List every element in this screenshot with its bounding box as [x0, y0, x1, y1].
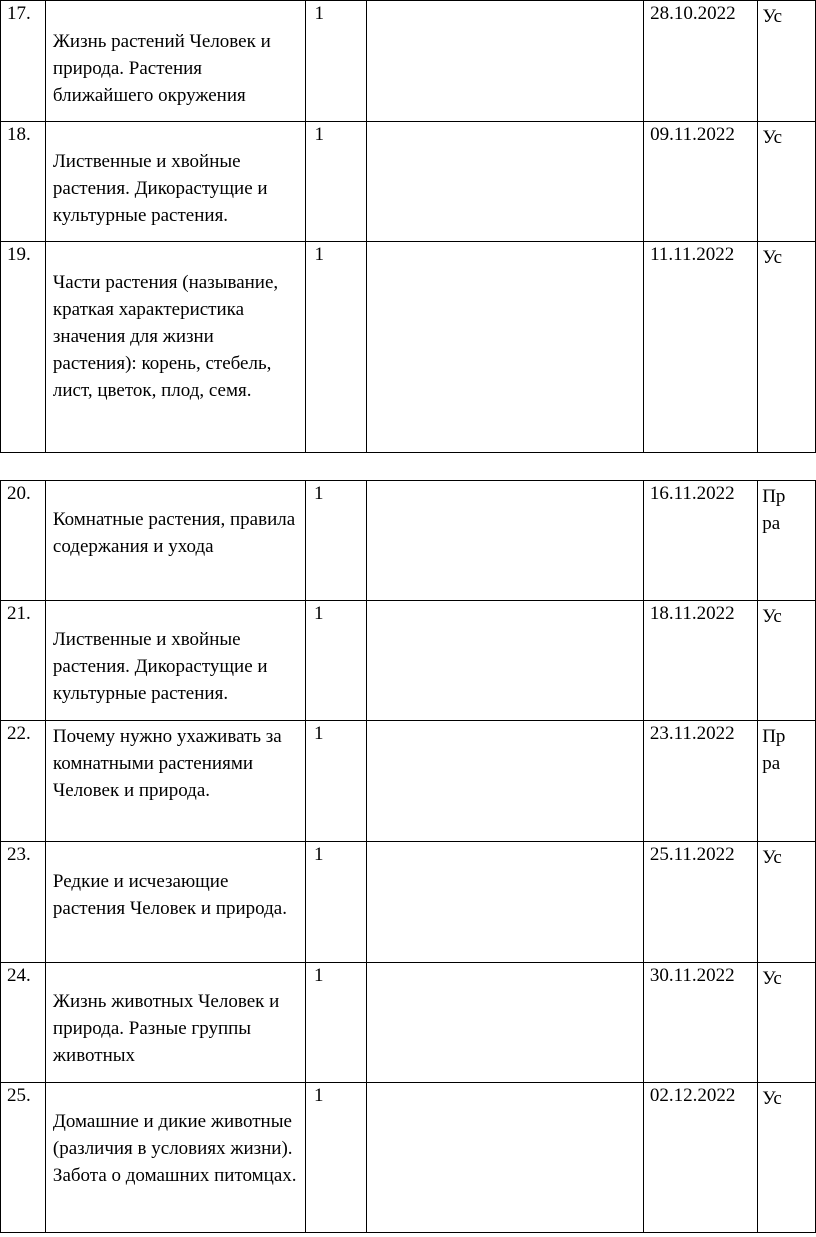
row-number-cell: [1, 242, 46, 453]
lesson-date: 16.11.2022: [649, 483, 735, 504]
topic-cell: [45, 481, 305, 601]
lesson-hours: 1: [314, 723, 324, 744]
lesson-date: 30.11.2022: [649, 965, 735, 986]
lesson-topic: Жизнь растений Человек и природа. Растения ближайшего окружения: [52, 31, 271, 106]
lesson-hours: 1: [314, 965, 324, 986]
lesson-hours: 1: [314, 483, 324, 504]
lesson-type-cell: [758, 721, 816, 842]
row-number: 20.: [7, 483, 31, 504]
empty-cell: [366, 601, 643, 721]
date-cell: [643, 601, 757, 721]
hours-cell: [306, 601, 367, 721]
lesson-type-cell: [758, 601, 816, 721]
date-cell: [643, 721, 757, 842]
lesson-topic: Комнатные растения, правила содержания и ухода: [52, 509, 296, 557]
empty-cell: [367, 1, 644, 122]
hours-cell: [306, 721, 367, 842]
date-cell: [643, 842, 757, 963]
topic-cell: [45, 963, 305, 1083]
row-number: 18.: [7, 124, 31, 145]
topic-cell: [45, 242, 306, 453]
lesson-topic: Жизнь животных Человек и природа. Разные группы животных: [52, 991, 280, 1066]
lesson-type: Ус: [762, 127, 783, 148]
date-cell: [644, 1, 758, 122]
hours-cell: [306, 481, 367, 601]
lesson-topic: Редкие и исчезающие растения Человек и природа.: [52, 871, 287, 919]
lesson-type: Пр ра: [762, 726, 786, 774]
lesson-hours: 1: [314, 244, 324, 265]
lesson-date: 09.11.2022: [650, 124, 735, 145]
hours-cell: [306, 963, 367, 1083]
row-number: 22.: [7, 723, 31, 744]
hours-cell: [306, 1, 367, 122]
lesson-date: 18.11.2022: [649, 603, 735, 624]
date-cell: [643, 963, 757, 1083]
lesson-topic: Лиственные и хвойные растения. Дикорастущие и культурные растения.: [52, 629, 268, 704]
lesson-type: Ус: [762, 847, 782, 868]
empty-cell: [367, 122, 644, 242]
lesson-type-cell: [758, 842, 816, 963]
lesson-type: Пр ра: [762, 486, 786, 534]
lesson-type: Ус: [762, 1088, 782, 1109]
lesson-plan-table-2: [0, 480, 816, 1233]
lesson-hours: 1: [314, 1085, 324, 1106]
row-number-cell: [1, 122, 46, 242]
lesson-topic: Почему нужно ухаживать за комнатными растениями Человек и природа.: [52, 726, 282, 801]
hours-cell: [306, 122, 367, 242]
lesson-type: Ус: [762, 968, 782, 989]
table-row: [1, 601, 816, 721]
lesson-date: 25.11.2022: [649, 844, 735, 865]
row-number-cell: [1, 1083, 46, 1233]
topic-cell: [45, 721, 305, 842]
topic-cell: [45, 1083, 305, 1233]
date-cell: [643, 481, 757, 601]
lesson-hours: 1: [314, 124, 324, 145]
lesson-topic: Лиственные и хвойные растения. Дикорастущие и культурные растения.: [52, 151, 268, 226]
lesson-topic: Части растения (называние, краткая характеристика значения для жизни растения): корень, стебель, лист, цветок, плод, семя.: [52, 272, 279, 401]
lesson-type-cell: [758, 1083, 816, 1233]
hours-cell: [306, 842, 367, 963]
table-row: [1, 242, 816, 453]
row-number: 19.: [7, 244, 31, 265]
table-row: [1, 963, 816, 1083]
lesson-type-cell: [758, 122, 816, 242]
topic-cell: [45, 601, 305, 721]
empty-cell: [366, 1083, 643, 1233]
lesson-date: 02.12.2022: [649, 1085, 736, 1106]
lesson-type-cell: [758, 963, 816, 1083]
lesson-plan-table-1: [0, 0, 816, 453]
empty-cell: [366, 481, 643, 601]
lesson-type: Ус: [762, 6, 783, 27]
lesson-hours: 1: [314, 603, 324, 624]
lesson-hours: 1: [314, 3, 324, 24]
lesson-hours: 1: [314, 844, 324, 865]
row-number-cell: [1, 481, 46, 601]
topic-cell: [45, 842, 305, 963]
row-number-cell: [1, 721, 46, 842]
lesson-date: 28.10.2022: [650, 3, 736, 24]
row-number: 24.: [7, 965, 31, 986]
topic-cell: [45, 1, 306, 122]
date-cell: [644, 122, 758, 242]
date-cell: [644, 242, 758, 453]
lesson-type-cell: [758, 481, 816, 601]
table-row: [1, 122, 816, 242]
lesson-type-cell: [758, 242, 816, 453]
row-number: 21.: [7, 603, 31, 624]
row-number: 23.: [7, 844, 31, 865]
date-cell: [643, 1083, 757, 1233]
row-number-cell: [1, 963, 46, 1083]
lesson-type: Ус: [762, 606, 782, 627]
row-number-cell: [1, 842, 46, 963]
row-number-cell: [1, 601, 46, 721]
hours-cell: [306, 242, 367, 453]
topic-cell: [45, 122, 306, 242]
row-number: 17.: [7, 3, 31, 24]
empty-cell: [366, 842, 643, 963]
table-row: [1, 721, 816, 842]
table-row: [1, 481, 816, 601]
lesson-type: Ус: [762, 247, 783, 268]
empty-cell: [366, 721, 643, 842]
empty-cell: [366, 963, 643, 1083]
row-number-cell: [1, 1, 46, 122]
lesson-date: 11.11.2022: [650, 244, 735, 265]
lesson-type-cell: [758, 1, 816, 122]
row-number: 25.: [7, 1085, 31, 1106]
empty-cell: [367, 242, 644, 453]
table-row: [1, 1, 816, 122]
table-row: [1, 1083, 816, 1233]
lesson-date: 23.11.2022: [649, 723, 735, 744]
lesson-topic: Домашние и дикие животные (различия в условиях жизни). Забота о домашних питомцах.: [52, 1111, 297, 1186]
hours-cell: [306, 1083, 367, 1233]
table-row: [1, 842, 816, 963]
